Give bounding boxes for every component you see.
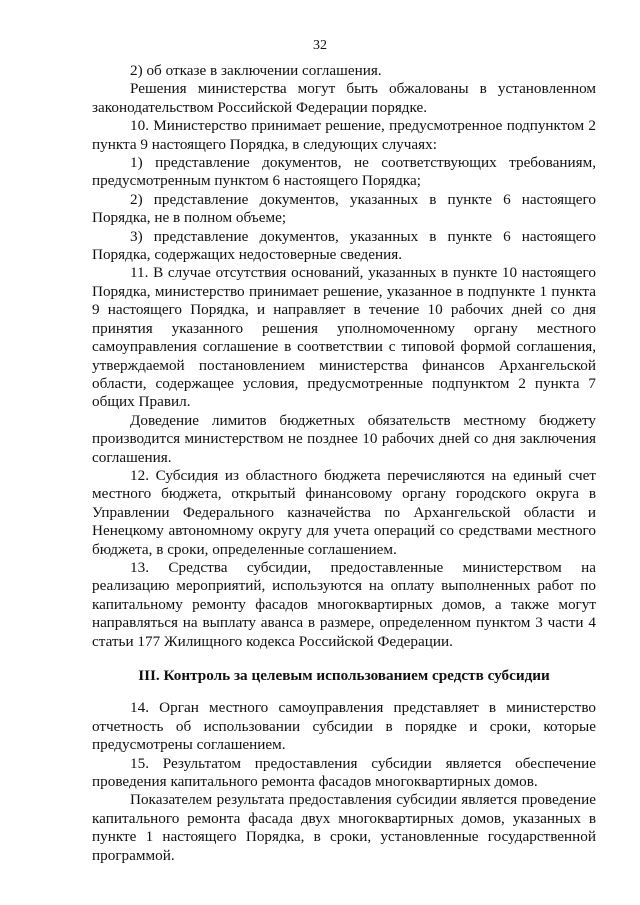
document-body <box>92 62 596 865</box>
section-heading: III. Контроль за целевым использованием средств субсидии <box>138 667 550 684</box>
paragraph-limits: Доведение лимитов бюджетных обязательств местному бюджету производится министерством не позднее 10 рабочих дней со дня заключения соглашения. <box>92 411 596 466</box>
paragraph-10-item-2: 2) представление документов, указанных в пункте 6 настоящего Порядка, не в полном объеме; <box>92 190 596 227</box>
paragraph-10-item-3: 3) представление документов, указанных в пункте 6 настоящего Порядка, содержащих недостоверные сведения. <box>92 227 596 264</box>
paragraph-13: 13. Средства субсидии, предоставленные министерством на реализацию мероприятий, используются на оплату выполненных работ по капитальному ремонту фасадов многоквартирных домов, а также могут направляться на выплату аванса в размере, определенном пунктом 3 части 4 статьи 177 Жилищного кодекса Российской Федерации. <box>92 558 596 650</box>
paragraph-appeal: Решения министерства могут быть обжалованы в установленном законодательством Российской Федерации порядке. <box>92 80 596 116</box>
paragraph-15: 15. Результатом предоставления субсидии является обеспечение проведения капитального ремонта фасадов многоквартирных домов. <box>92 754 596 791</box>
paragraph-2-refusal: 2) об отказе в заключении соглашения. <box>130 62 382 79</box>
paragraph-result-indicator: Показателем результата предоставления субсидии является проведение капитального ремонта фасада двух многоквартирных домов, указанных в пункте 1 настоящего Порядка, в сроки, установленные государственной программой. <box>92 791 596 864</box>
paragraph-10: 10. Министерство принимает решение, предусмотренное подпунктом 2 пункта 9 настоящего Порядка, в следующих случаях: <box>92 117 596 153</box>
paragraph-12: 12. Субсидия из областного бюджета перечисляются на единый счет местного бюджета, открытый финансовому органу городского округа в Управлении Федерального казначейства по Архангельской области и Ненецкому автономному округу для учета операций со средствами местного бюджета, в сроки, определенные соглашением. <box>92 466 596 558</box>
paragraph-11: 11. В случае отсутствия оснований, указанных в пункте 10 настоящего Порядка, министерство принимает решение, указанное в подпункте 1 пункта 9 настоящего Порядка, и направляет в течение 10 рабочих дней со дня принятия указанного решения уполномоченному органу местного самоуправления соглашение в соответствии с типовой формой соглашения, утверждаемой постановлением министерства финансов Архангельской области, содержащее условия, предусмотренные подпунктом 2 пункта 7 общих Правил. <box>92 264 596 411</box>
page-number: 32 <box>313 38 327 53</box>
paragraph-10-item-1: 1) представление документов, не соответствующих требованиям, предусмотренным пунктом 6 настоящего Порядка; <box>92 154 596 190</box>
paragraph-14: 14. Орган местного самоуправления представляет в министерство отчетность об использовании субсидии в порядке и сроки, которые предусмотрены соглашением. <box>92 699 596 754</box>
